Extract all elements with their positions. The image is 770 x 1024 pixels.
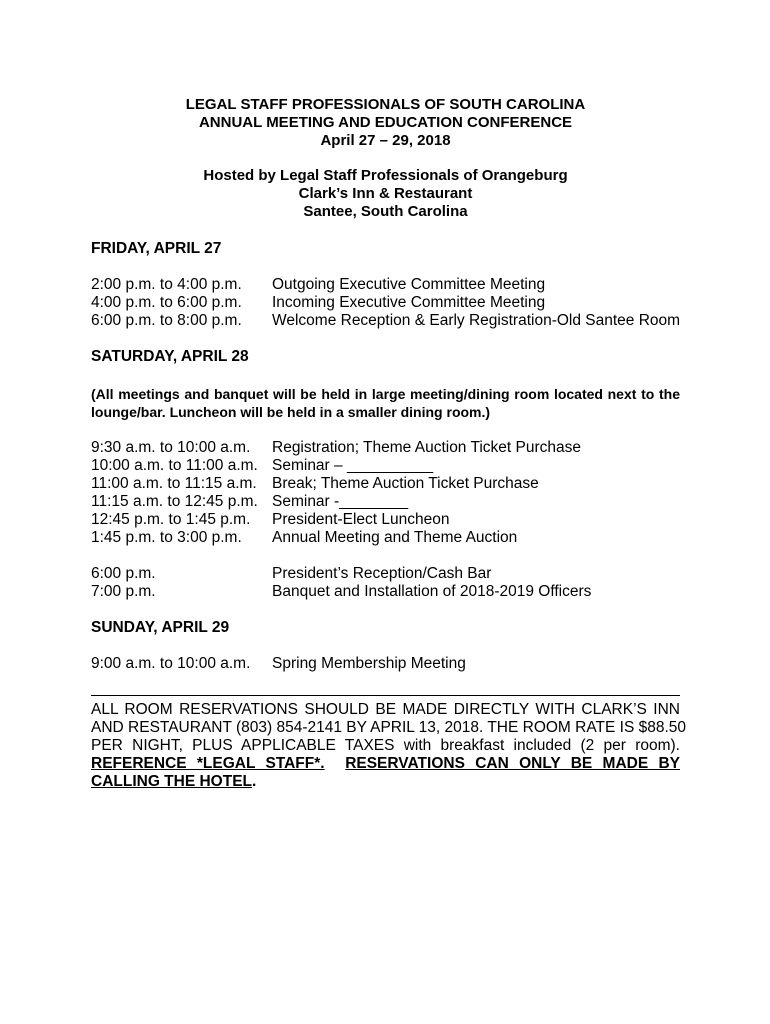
- schedule-time: 1:45 p.m. to 3:00 p.m.: [91, 529, 242, 546]
- schedule-event: Annual Meeting and Theme Auction: [272, 529, 518, 546]
- calling-hotel-text: CALLING THE HOTEL: [91, 773, 253, 790]
- sunday-schedule: [91, 655, 680, 673]
- schedule-event: Outgoing Executive Committee Meeting: [272, 276, 546, 293]
- schedule-event: President’s Reception/Cash Bar: [272, 565, 492, 582]
- schedule-row: [91, 583, 680, 601]
- event-title: ANNUAL MEETING AND EDUCATION CONFERENCE: [198, 114, 573, 131]
- schedule-row: [91, 294, 680, 312]
- schedule-row: [91, 655, 680, 673]
- saturday-note: [91, 385, 680, 421]
- org-title: LEGAL STAFF PROFESSIONALS OF SOUTH CAROLINA: [185, 96, 586, 113]
- venue-line: Clark’s Inn & Restaurant: [298, 185, 473, 202]
- saturday-note-line1: (All meetings and banquet will be held in large meeting/dining room located next to the: [91, 386, 680, 402]
- saturday-evening-schedule: [91, 565, 680, 601]
- host-block: [91, 167, 680, 221]
- schedule-time: 7:00 p.m.: [91, 583, 156, 600]
- saturday-heading: SATURDAY, APRIL 28: [91, 348, 249, 365]
- reservation-line5: [91, 773, 680, 791]
- schedule-row: [91, 276, 680, 294]
- conference-document: [91, 96, 687, 791]
- saturday-schedule: [91, 439, 680, 547]
- saturday-note-line2: lounge/bar. Luncheon will be held in a smaller dining room.): [91, 404, 491, 420]
- document-header: [91, 96, 680, 150]
- schedule-time: 6:00 p.m. to 8:00 p.m.: [91, 312, 242, 329]
- schedule-event: Banquet and Installation of 2018-2019 Officers: [272, 583, 592, 600]
- schedule-time: 6:00 p.m.: [91, 565, 156, 582]
- schedule-time: 9:00 a.m. to 10:00 a.m.: [91, 655, 251, 672]
- schedule-row: [91, 511, 680, 529]
- schedule-event: Seminar -________: [272, 493, 409, 510]
- reservation-line2: AND RESTAURANT (803) 854-2141 BY APRIL 13, 2018. THE ROOM RATE IS $88.50: [91, 719, 687, 736]
- reservation-line3: PER NIGHT, PLUS APPLICABLE TAXES with breakfast included (2 per room).: [91, 737, 680, 754]
- schedule-event: Welcome Reception & Early Registration-Old Santee Room: [272, 312, 681, 329]
- friday-schedule: [91, 276, 680, 330]
- schedule-time: 4:00 p.m. to 6:00 p.m.: [91, 294, 242, 311]
- schedule-time: 12:45 p.m. to 1:45 p.m.: [91, 511, 251, 528]
- schedule-event: Incoming Executive Committee Meeting: [272, 294, 546, 311]
- schedule-event: Registration; Theme Auction Ticket Purchase: [272, 439, 582, 456]
- schedule-row: [91, 475, 680, 493]
- reservation-notice: [91, 701, 687, 791]
- friday-heading: FRIDAY, APRIL 27: [91, 240, 222, 257]
- schedule-row: [91, 457, 680, 475]
- schedule-event: President-Elect Luncheon: [272, 511, 450, 528]
- reference-text: REFERENCE *LEGAL STAFF*.: [91, 755, 325, 772]
- schedule-row: [91, 312, 680, 330]
- schedule-event: Break; Theme Auction Ticket Purchase: [272, 475, 539, 492]
- reservations-only-text: RESERVATIONS CAN ONLY BE MADE BY: [345, 755, 681, 772]
- sunday-heading: SUNDAY, APRIL 29: [91, 619, 230, 636]
- location-line: Santee, South Carolina: [303, 203, 468, 220]
- schedule-row: [91, 529, 680, 547]
- schedule-event: Seminar – __________: [272, 457, 434, 474]
- section-divider: [91, 695, 680, 696]
- schedule-time: 2:00 p.m. to 4:00 p.m.: [91, 276, 242, 293]
- schedule-time: 11:15 a.m. to 12:45 p.m.: [91, 493, 258, 510]
- schedule-time: 9:30 a.m. to 10:00 a.m.: [91, 439, 251, 456]
- reservation-line1: ALL ROOM RESERVATIONS SHOULD BE MADE DIRECTLY WITH CLARK’S INN: [91, 701, 680, 718]
- schedule-event: Spring Membership Meeting: [272, 655, 466, 672]
- reservation-line4: [91, 755, 680, 773]
- calling-hotel-period: .: [252, 773, 257, 790]
- schedule-row: [91, 493, 680, 511]
- schedule-time: 11:00 a.m. to 11:15 a.m.: [91, 475, 257, 492]
- schedule-time: 10:00 a.m. to 11:00 a.m.: [91, 457, 258, 474]
- host-line: Hosted by Legal Staff Professionals of Orangeburg: [203, 167, 568, 184]
- schedule-row: [91, 565, 680, 583]
- schedule-row: [91, 439, 680, 457]
- event-dates: April 27 – 29, 2018: [320, 132, 451, 149]
